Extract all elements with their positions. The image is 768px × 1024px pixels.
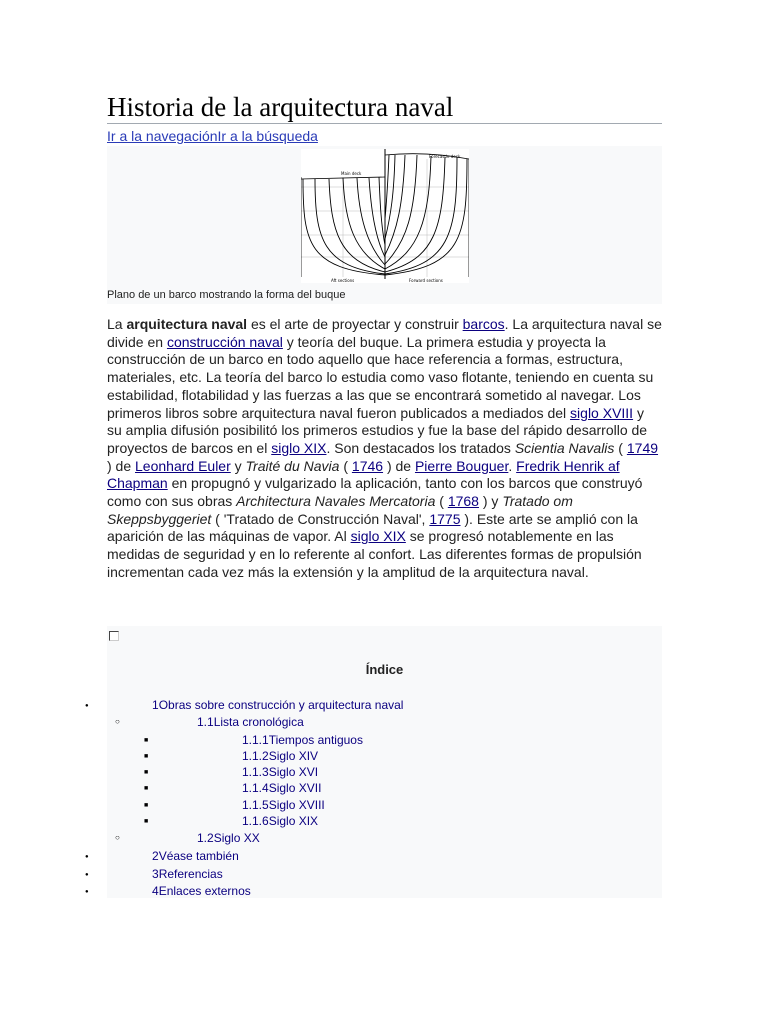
- toc-item-number: 4: [152, 884, 159, 898]
- link-leonhard-euler[interactable]: Leonhard Euler: [135, 457, 231, 474]
- toc-item[interactable]: [242, 748, 318, 764]
- toc-item-label: Lista cronológica: [213, 715, 304, 729]
- intro-text: y: [230, 457, 246, 474]
- toc-bullet: [144, 780, 148, 797]
- toc-item-number: 3: [152, 867, 159, 881]
- toc-item-label: Siglo XIV: [268, 749, 319, 763]
- aft-sections-label: Aft sections: [331, 278, 355, 283]
- toc-item-number: 1.1.5: [242, 798, 269, 812]
- link-siglo-xix[interactable]: siglo XIX: [271, 439, 327, 456]
- toc-item-label: Siglo XIX: [268, 814, 319, 828]
- title-divider: [107, 123, 662, 124]
- toc-item-label: Tiempos antiguos: [268, 733, 363, 747]
- toc-item-number: 1.2: [197, 831, 214, 845]
- intro-text: . La arquitectura naval se divide en: [107, 316, 662, 350]
- intro-paragraph: [107, 316, 662, 582]
- intro-text: ). Este arte se amplió con la aparición de las máquinas de vapor. Al: [107, 510, 638, 545]
- main-deck-label: Main deck: [341, 171, 362, 176]
- intro-text: (: [435, 493, 448, 510]
- toc-item[interactable]: [242, 797, 325, 813]
- toc-bullet: [85, 883, 89, 900]
- intro-text: (: [339, 457, 352, 474]
- toc-item[interactable]: [242, 764, 318, 780]
- book-title-italic: Architectura Navales Mercatoria: [236, 493, 436, 510]
- toc-item[interactable]: [197, 714, 304, 730]
- toc-item-number: 2: [152, 849, 159, 863]
- forward-sections-label: Forward sections: [409, 278, 443, 283]
- link-pierre-bouguer[interactable]: Pierre Bouguer: [414, 457, 509, 474]
- toc-item-number: 1.1.3: [242, 765, 269, 779]
- toc-bullet: [144, 732, 148, 749]
- toc-item-label: Siglo XVII: [268, 781, 322, 795]
- intro-text: es el arte de proyectar y construir: [247, 316, 463, 332]
- figure-thumbnail: [107, 146, 662, 304]
- toc-item-number: 1.1.4: [242, 781, 269, 795]
- toc-item-number: 1.1.6: [242, 814, 269, 828]
- jump-links: [107, 128, 318, 144]
- intro-text: ) de: [383, 457, 415, 474]
- toc-bullet: [115, 714, 120, 730]
- toc-toggle-checkbox[interactable]: [109, 631, 119, 641]
- link-barcos[interactable]: barcos: [462, 316, 505, 332]
- toc-item[interactable]: [152, 866, 223, 882]
- toc-item-label: Obras sobre construcción y arquitectura naval: [158, 698, 404, 712]
- book-title-italic: Traité du Navia: [245, 457, 340, 474]
- toc-title: Índice: [365, 662, 404, 677]
- toc-item[interactable]: [152, 697, 403, 713]
- toc-bullet: [85, 848, 89, 865]
- toc-bullet: [144, 797, 148, 814]
- toc-item-number: 1.1.1: [242, 733, 269, 747]
- intro-text: ( 'Tratado de Construcción Naval',: [211, 510, 430, 527]
- toc-bullet: [115, 830, 120, 846]
- intro-text: ) y: [478, 493, 503, 510]
- book-title-italic: Scientia Navalis: [514, 439, 615, 456]
- intro-text: La: [107, 316, 127, 332]
- jump-to-search-link[interactable]: Ir a la búsqueda: [217, 128, 318, 144]
- toc-item-label: Enlaces externos: [158, 884, 251, 898]
- toc-item[interactable]: [242, 813, 318, 829]
- ship-body-plan-image[interactable]: [301, 149, 469, 283]
- toc-bullet: [85, 697, 89, 714]
- article-subject-bold: arquitectura naval: [126, 316, 248, 332]
- toc-bullet: [144, 764, 148, 781]
- intro-text: en propugnó y vulgarizado la aplicación, tanto con los barcos que construyó como con sus obras: [107, 475, 643, 510]
- link-fredrik-henrik-af-chapman[interactable]: Fredrik Henrik af Chapman: [107, 457, 620, 492]
- toc-item-label: Siglo XX: [213, 831, 260, 845]
- toc-item[interactable]: [152, 848, 239, 864]
- toc-item-label: Siglo XVIII: [268, 798, 325, 812]
- link-1746[interactable]: 1746: [351, 457, 384, 474]
- toc-item-label: Véase también: [158, 849, 239, 863]
- intro-text: se progresó notablemente en las medidas de seguridad y en lo referente al confort. Las diferentes formas de propulsión incrementan cada vez más la extensión y la amplitud de la arquitectura naval.: [107, 528, 642, 580]
- figure-caption: Plano de un barco mostrando la forma del buque: [107, 289, 346, 301]
- jump-to-navigation-link[interactable]: Ir a la navegación: [107, 128, 218, 144]
- toc-item[interactable]: [152, 883, 251, 899]
- toc-bullet: [144, 813, 148, 830]
- toc-item-label: Siglo XVI: [268, 765, 319, 779]
- intro-text: (: [614, 439, 627, 456]
- intro-text: y su amplia difusión posibilitó los primeros estudios y fue la base del rápido desarrollo de proyectos de barcos en el: [107, 404, 648, 456]
- toc-item-number: 1.1: [197, 715, 214, 729]
- toc-item-number: 1.1.2: [242, 749, 269, 763]
- link-1775[interactable]: 1775: [429, 510, 461, 527]
- link-siglo-xix-2[interactable]: siglo XIX: [350, 528, 406, 545]
- link-1768[interactable]: 1768: [447, 493, 479, 510]
- link-construccion-naval[interactable]: construcción naval: [166, 333, 283, 350]
- toc-bullet: [85, 866, 89, 883]
- book-title-italic: Tratado om Skeppsbyggeriet: [107, 493, 573, 527]
- link-siglo-xviii[interactable]: siglo XVIII: [570, 404, 634, 421]
- intro-text: .: [508, 457, 517, 474]
- toc-item[interactable]: [197, 830, 260, 846]
- intro-text: . Son destacados los tratados: [326, 439, 515, 456]
- intro-text: y teoría del buque. La primera estudia y proyecta la construcción de un barco en todo aquello que hace referencia a formas, estructura, materiales, etc. La teoría del barco lo estudia como vaso flotante, teniendo en cuenta su estabilidad, flotabilidad y las fuerzas a las que se encontrará sometido al navegar. Los primeros libros sobre arquitectura naval fueron publicados a mediados del: [107, 333, 654, 421]
- page-title: Historia de la arquitectura naval: [107, 92, 454, 122]
- intro-text: ) de: [107, 457, 136, 474]
- link-1749[interactable]: 1749: [626, 439, 659, 456]
- toc-item[interactable]: [242, 732, 363, 748]
- toc-bullet: [144, 748, 148, 765]
- toc-item[interactable]: [242, 780, 321, 796]
- forecastle-deck-label: Forecastle deck: [429, 154, 461, 159]
- toc-item-number: 1: [152, 698, 159, 712]
- toc-item-label: Referencias: [158, 867, 223, 881]
